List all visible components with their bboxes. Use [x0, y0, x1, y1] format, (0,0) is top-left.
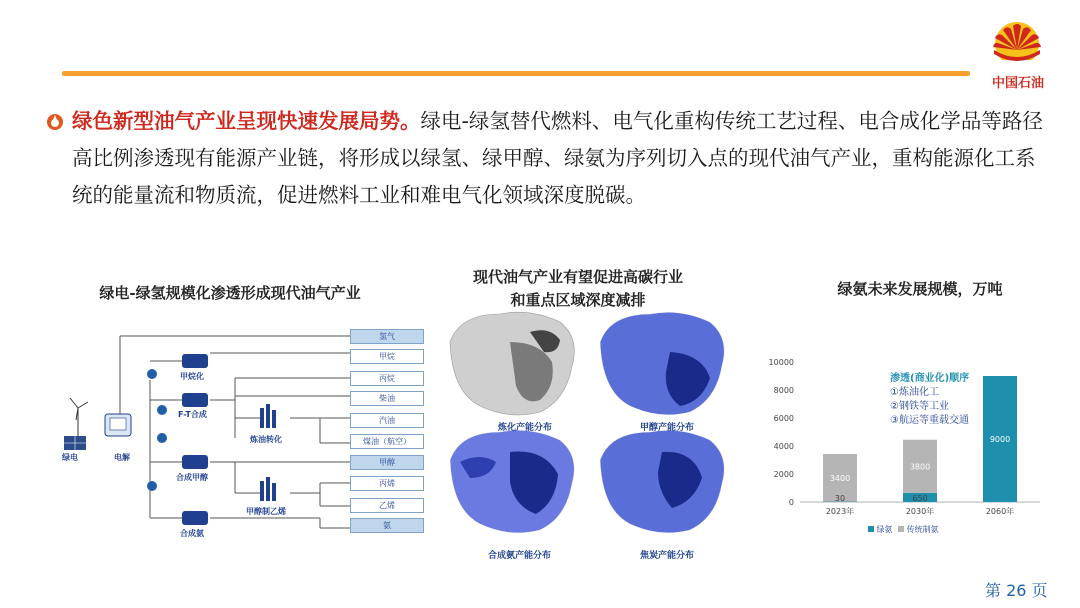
- data-label-traditional: 3800: [909, 462, 931, 472]
- data-label-green: 9000: [989, 435, 1011, 444]
- legend-item-1: ①炼油化工: [890, 387, 939, 398]
- map-methanol: [600, 312, 724, 415]
- x-tick-label: 2030年: [905, 507, 935, 516]
- legend-swatch-green: [868, 526, 874, 532]
- middle-title-line1: 现代油气产业有望促进高碳行业: [472, 268, 683, 286]
- source-label-electrolysis: 电解: [114, 453, 130, 462]
- product-hydrogen: 氢气: [350, 329, 424, 344]
- header-divider: [62, 71, 970, 76]
- logo-text: 中国石油: [991, 76, 1044, 91]
- bullet-icon: [46, 113, 64, 131]
- x-tick-label: 2023年: [825, 507, 855, 516]
- y-tick-label: 10000: [768, 358, 794, 367]
- source-label-green-power: 绿电: [62, 453, 78, 462]
- product-diesel: 柴油: [350, 391, 424, 406]
- ammonia-chart: [760, 352, 1050, 542]
- process-ft-synthesis: F-T合成: [178, 410, 207, 419]
- series-legend: [868, 524, 939, 535]
- legend-title: 渗透(商业化)顺序: [890, 373, 970, 384]
- petrochina-logo-icon: [988, 20, 1046, 72]
- data-label-traditional: 3400: [829, 473, 851, 483]
- right-panel-title: 绿氨未来发展规模，万吨: [837, 280, 1003, 298]
- map-caption-refining: 炼化产能分布: [498, 423, 553, 433]
- process-methanol-synthesis: 合成甲醇: [176, 473, 208, 482]
- map-caption-coke: 焦炭产能分布: [640, 551, 695, 561]
- process-mto: 甲醇制乙烯: [246, 507, 286, 516]
- y-tick-label: 4000: [773, 442, 794, 451]
- legend-item-3: ③航运等重载交通: [890, 415, 969, 426]
- series-legend-traditional: 传统制氨: [906, 525, 939, 534]
- process-ammonia-synthesis: 合成氨: [180, 529, 204, 538]
- page-number: 第 26 页: [985, 581, 1048, 600]
- legend-item-2: ②钢铁等工业: [890, 401, 949, 412]
- product-methane: 甲烷: [350, 349, 424, 364]
- legend-swatch-traditional: [898, 526, 904, 532]
- map-caption-methanol: 甲醇产能分布: [640, 423, 695, 433]
- solar-panel-icon: [64, 436, 86, 450]
- intro-highlight: 绿色新型油气产业呈现快速发展局势。: [72, 109, 421, 133]
- intro-paragraph: [72, 103, 1047, 214]
- product-ethylene: 乙烯: [350, 498, 424, 513]
- x-tick-label: 2060年: [985, 507, 1015, 516]
- product-kerosene: 煤油（航空）: [350, 434, 424, 449]
- process-methanation: 甲烷化: [180, 372, 204, 381]
- process-flow-diagram: [60, 318, 440, 550]
- wind-turbine-icon: [70, 398, 88, 438]
- electrolyzer-icon: [105, 414, 131, 436]
- map-refining: [450, 312, 574, 415]
- data-label-green: 650: [912, 494, 928, 503]
- product-methanol: 甲醇: [350, 455, 424, 470]
- middle-title-line2: 和重点区域深度减排: [510, 291, 646, 309]
- process-refining: 炼油转化: [250, 435, 282, 444]
- left-panel-title: 绿电-绿氢规模化渗透形成现代油气产业: [99, 284, 361, 302]
- product-propylene: 丙烯: [350, 476, 424, 491]
- map-grid: [440, 302, 740, 562]
- y-tick-label: 6000: [773, 414, 794, 423]
- map-caption-ammonia: 合成氨产能分布: [488, 551, 552, 561]
- y-tick-label: 0: [788, 498, 794, 507]
- series-legend-green: 绿氨: [876, 525, 893, 534]
- data-label-green: 30: [834, 494, 846, 503]
- product-gasoline: 汽油: [350, 413, 424, 428]
- map-coke: [600, 430, 724, 533]
- y-tick-label: 8000: [773, 386, 794, 395]
- chart-legend-box: [890, 372, 1030, 428]
- map-ammonia: [450, 430, 574, 533]
- product-propane: 丙烷: [350, 371, 424, 386]
- intro-body: 绿电-绿氢替代燃料、电气化重构传统工艺过程、电合成化学品等路径高比例渗透现有能源产业链，将形成以绿氢、绿甲醇、绿氨为序列切入点的现代油气产业，重构能源化工系统的能量流和物质流，促进燃料工业和难电气化领域深度脱碳。: [72, 109, 1043, 207]
- y-tick-label: 2000: [773, 470, 794, 479]
- product-ammonia: 氨: [350, 518, 424, 533]
